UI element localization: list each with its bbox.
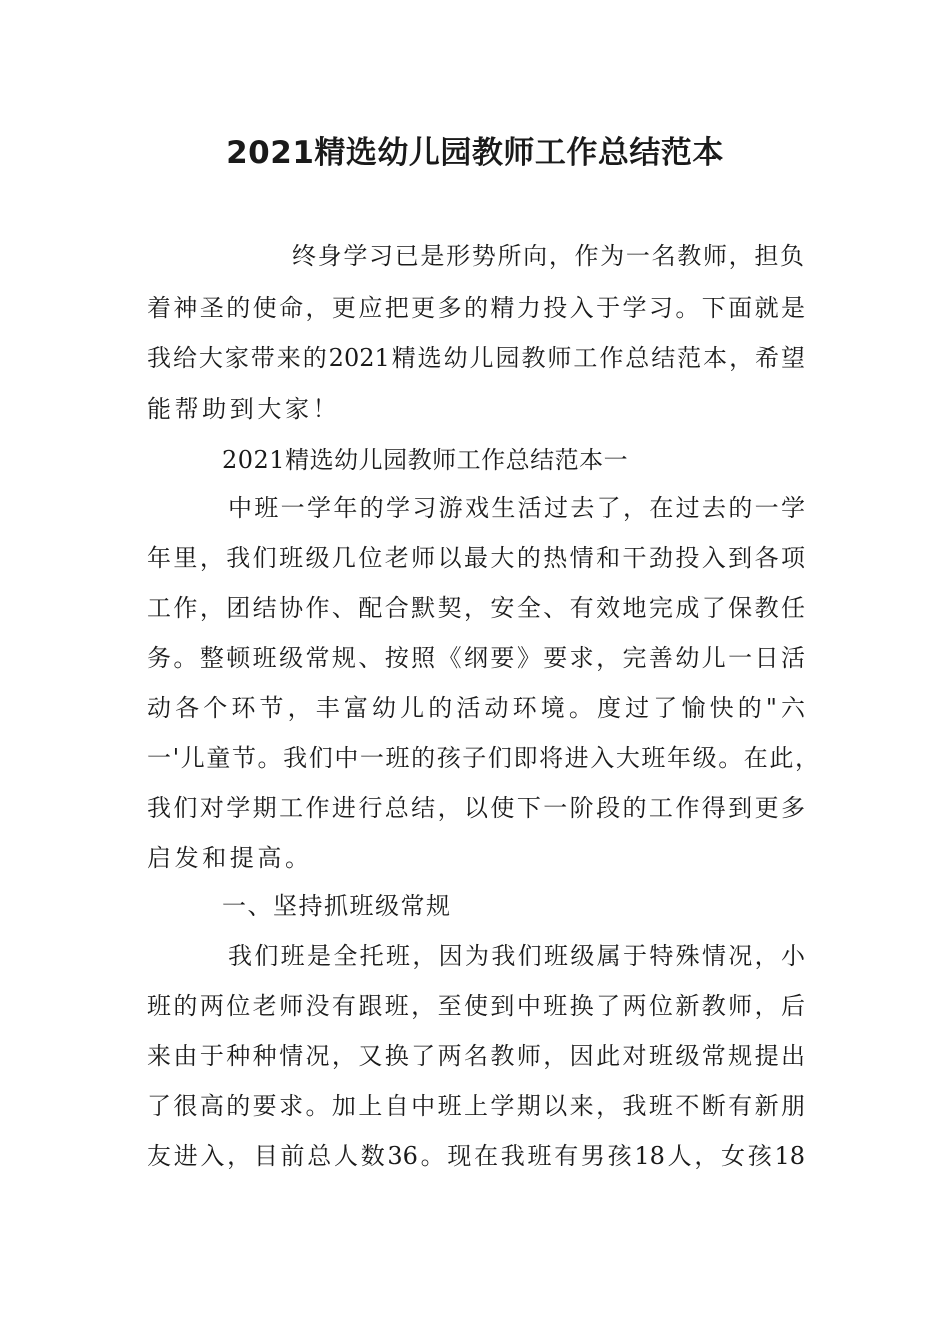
- paragraph-line: 着神圣的使命，更应把更多的精力投入于学习。下面就是: [147, 294, 805, 322]
- paragraph-line: 我们对学期工作进行总结，以使下一阶段的工作得到更多: [147, 794, 805, 822]
- paragraph-line: 工作，团结协作、配合默契，安全、有效地完成了保教任: [147, 594, 805, 622]
- paragraph-line: 来由于种种情况，又换了两名教师，因此对班级常规提出: [147, 1042, 805, 1070]
- paragraph-line: 中班一学年的学习游戏生活过去了，在过去的一学: [228, 494, 805, 522]
- section-heading: 一、坚持抓班级常规: [222, 892, 452, 920]
- paragraph-line: 班的两位老师没有跟班，至使到中班换了两位新教师，后: [147, 992, 805, 1020]
- paragraph-line: 动各个环节，丰富幼儿的活动环境。度过了愉快的"六: [147, 694, 805, 722]
- paragraph-line: 友进入，目前总人数36。现在我班有男孩18人，女孩18: [147, 1142, 805, 1170]
- paragraph-line: 我们班是全托班，因为我们班级属于特殊情况，小: [228, 942, 805, 970]
- paragraph-line: 一'儿童节。我们中一班的孩子们即将进入大班年级。在此，: [147, 744, 819, 772]
- document-title: 2021精选幼儿园教师工作总结范本: [226, 135, 724, 171]
- paragraph-line: 年里，我们班级几位老师以最大的热情和干劲投入到各项: [147, 544, 805, 572]
- paragraph-line: 启发和提高。: [147, 844, 313, 872]
- paragraph-line: 务。整顿班级常规、按照《纲要》要求，完善幼儿一日活: [147, 644, 805, 672]
- paragraph-line: 我给大家带来的2021精选幼儿园教师工作总结范本，希望: [147, 344, 805, 372]
- paragraph-line: 能帮助到大家！: [147, 395, 341, 423]
- paragraph-line: 终身学习已是形势所向，作为一名教师，担负: [292, 242, 804, 270]
- paragraph-line: 了很高的要求。加上自中班上学期以来，我班不断有新朋: [147, 1092, 805, 1120]
- section-heading: 2021精选幼儿园教师工作总结范本一: [222, 446, 629, 474]
